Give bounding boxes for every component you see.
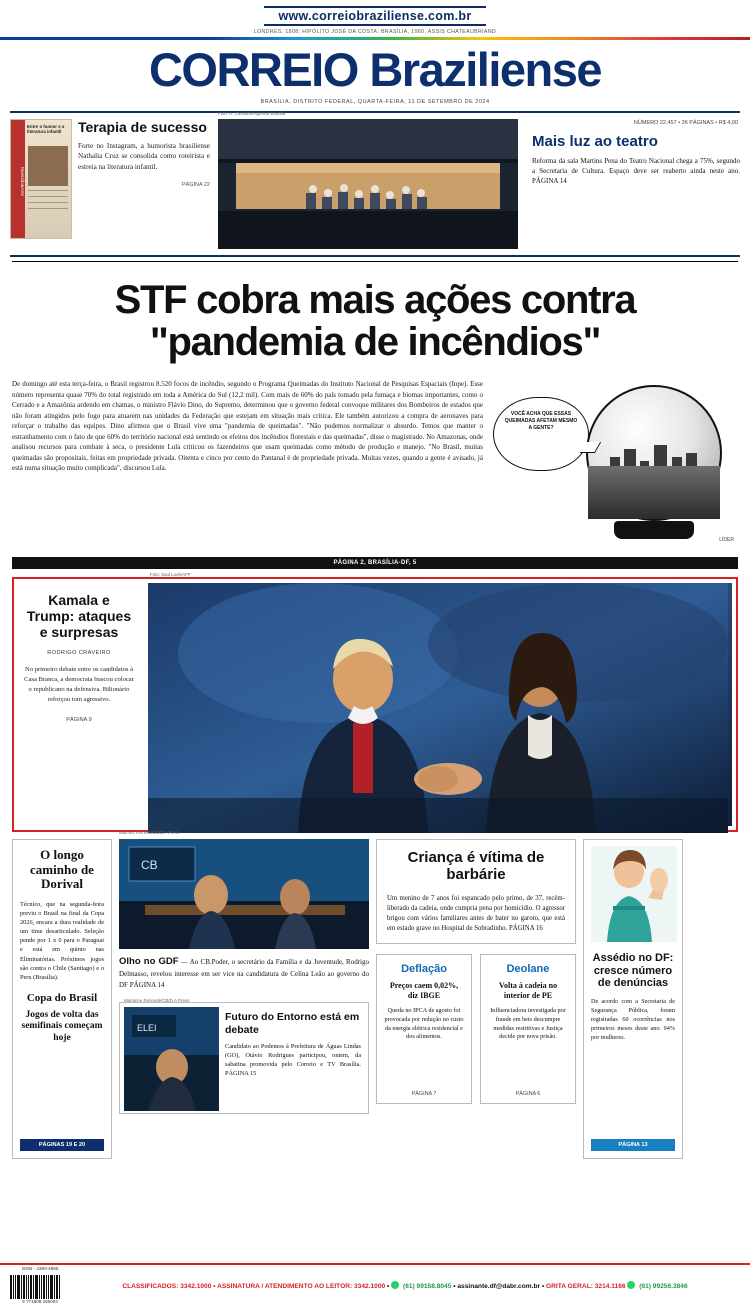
debate-photo-art bbox=[148, 583, 728, 833]
gdf-column bbox=[119, 830, 370, 1159]
promo-terapia[interactable] bbox=[10, 119, 210, 249]
barcode-number: 9 771808 266004 bbox=[22, 1299, 58, 1304]
entorno-photo-credit: Marianne Rezende/CB/D.A Press bbox=[124, 998, 190, 1004]
entorno-text: Candidato ao Podemos à Prefeitura de Águas Lindas (GO), Otávio Rodrigues participou, ontem, da sabatina promovida pelo Correio e TV Brasília. PÁGINA 15 bbox=[225, 1042, 361, 1077]
deolane-story[interactable] bbox=[480, 954, 576, 1104]
footer-grita-geral[interactable]: GRITA GERAL: 3214.1166 bbox=[546, 1282, 626, 1290]
theatre-photo bbox=[218, 111, 518, 249]
deflacao-text: Queda no IPCA de agosto foi provocada por redução no custo da energia elétrica residencial e dos alimentos. bbox=[384, 1006, 464, 1041]
promo-teatro-text: Reforma da sala Martins Pena do Teatro Nacional chega a 75%, segundo a Secretaria de Cultura. Espaço deve ser reaberto ainda neste ano. PÁGINA 14 bbox=[532, 157, 740, 186]
footer-contacts: CLASSIFICADOS: 3342.1000 • ASSINATURA / ATENDIMENTO AO LEITOR: 3342.1000 • (61) 99158.8045 • assinante.df@dabr.com.br • GRITA GERAL: 3214.1166 (61) 99256.3846 bbox=[122, 1282, 688, 1290]
main-page-reference: PÁGINA 2, BRASÍLIA-DF, 5 bbox=[12, 557, 738, 569]
crianca-headline: Criança é vítima de barbárie bbox=[407, 849, 545, 883]
promo-teatro[interactable] bbox=[526, 119, 740, 249]
assedio-text: De acordo com a Secretaria de Segurança Pública, foram registradas 60 ocorrências nos primeiros meses deste ano. 94% por mulheres. bbox=[591, 998, 675, 1042]
dorival-story[interactable] bbox=[12, 839, 112, 1159]
website-url[interactable]: www.correiobraziliense.com.br bbox=[264, 6, 485, 26]
crianca-text: Um menino de 7 anos foi espancado pelo primo, de 37, recém-liberado da cadeia, onde cumpria pena por homicídio. O agressor brigou com vários familiares antes de bater no garoto, que está em estado grave no Hospital de Sobradinho. PÁGINA 16 bbox=[387, 894, 565, 933]
thumbnail-headline: Entre o humor e a literatura infantil bbox=[27, 124, 65, 134]
deolane-page: PÁGINA 6 bbox=[515, 1090, 541, 1097]
theatre-photo-art bbox=[218, 119, 518, 249]
footer-classificados[interactable]: CLASSIFICADOS: 3342.1000 • ASSINATURA / ATENDIMENTO AO LEITOR: 3342.1000 bbox=[122, 1282, 386, 1290]
barcode-icon bbox=[10, 1271, 64, 1299]
main-body-text: De domingo até esta terça-feira, o Brasil registrou 8.520 focos de incêndio, segundo o Programa Queimadas do Instituto Nacional de Pesquisas Espaciais (Inpe). Esse número representa quase 70% do total registrado em toda a América do Sul (12,2 mil). Com mais de 60% do país tomado pela fumaça e biomas importantes, como o Cerrado e a Amazônia ardendo em chamas, o ministro Flávio Dino, do Supremo, determinou que o governo federal convoque militares dos Bombeiros de estados que não foram atingidos pelo fogo para atuarem nas unidades da Federação que estejam em situação mais crítica. Ele também autorizou a compra de aeronaves para reforçar o trabalho das equipes. Dino afirmou que o Brasil vive uma "pandemia de queimadas". "Não podemos normalizar o absurdo. Temos que manter o estranhamento com o fato de que 60% do território nacional está sentindo os efeitos dos incêndios florestais e das queimadas", disse o magistrado. No Amazonas, onde analisou recursos para combate à seca, o presidente Lula criticou os fazendeiros que usam queimadas como método de produção e manejo. "No Brasil, muitas queimadas são propositais, feitas em propriedade privada. Oitenta e cinco por cento do Pantanal é de propriedade privada. Muitas vezes, quando a gente é avisado, já está numa situação muito complicada", discursou Lula. bbox=[12, 380, 483, 473]
cartoon-speech-bubble: VOCÊ ACHA QUE ESSAS QUEIMADAS AFETAM MESMO A GENTE? bbox=[493, 397, 589, 471]
assedio-illustration bbox=[591, 846, 675, 942]
kamala-trump-photo bbox=[148, 572, 732, 826]
kamala-byline: RODRIGO CRAVEIRO bbox=[47, 650, 111, 657]
gdf-headline: Olho no GDF bbox=[119, 956, 179, 968]
entorno-headline: Futuro do Entorno está em debate bbox=[225, 1011, 360, 1036]
entorno-story[interactable] bbox=[119, 998, 369, 1114]
deflacao-dek: Preços caem 0,02%, diz IBGE bbox=[389, 980, 459, 1000]
theatre-photo-credit: Foto: H. Carvalho/Agência Brasília bbox=[218, 111, 286, 116]
deflacao-kicker: Deflação bbox=[401, 962, 447, 975]
woman-stop-hand-icon bbox=[591, 846, 677, 942]
deolane-kicker: Deolane bbox=[506, 962, 550, 975]
gdf-photo bbox=[119, 830, 369, 949]
dorival-headline: O longo caminho de Dorival bbox=[30, 847, 94, 892]
promo-terapia-title: Terapia de sucesso bbox=[78, 119, 207, 135]
section-kicker: Diversão&Arte bbox=[11, 120, 25, 238]
footer-whatsapp-2[interactable]: (61) 99256.3846 bbox=[639, 1282, 688, 1290]
copa-do-brasil-kicker: Copa do Brasil bbox=[26, 991, 98, 1004]
deolane-dek: Volta à cadeia no interior de PE bbox=[498, 980, 558, 1000]
deolane-text: Influenciadora investigada por fraude em bets descumpre medidas restritivas e Justiça decide por nova prisão. bbox=[490, 1006, 566, 1041]
thumbnail-photo bbox=[28, 146, 68, 186]
assedio-story[interactable] bbox=[583, 839, 683, 1159]
kamala-photo-credit: Foto: Saul Loeb/AFP bbox=[150, 572, 191, 578]
whatsapp-icon-2 bbox=[627, 1283, 637, 1290]
kamala-story-box[interactable] bbox=[12, 572, 738, 832]
deflacao-page: PÁGINA 7 bbox=[411, 1090, 437, 1097]
footer-bar bbox=[0, 1263, 750, 1305]
founders-line: LONDRES, 1808; HIPÓLITO JOSÉ DA COSTA; BRASÍLIA, 1960, ASSIS CHATEAUBRIAND bbox=[253, 29, 497, 35]
main-headline: STF cobra mais ações contra "pandemia de incêndios" bbox=[114, 278, 636, 364]
dateline: BRASÍLIA, DISTRITO FEDERAL, QUARTA-FEIRA, 11 DE SETEMBRO DE 2024 bbox=[260, 99, 490, 105]
editorial-cartoon bbox=[493, 379, 738, 549]
footer-whatsapp-1[interactable]: (61) 99158.8045 bbox=[403, 1282, 452, 1290]
svg-text:CB: CB bbox=[141, 858, 158, 873]
gdf-lead bbox=[119, 955, 369, 990]
kamala-text: No primeiro debate entre os candidatos à Casa Branca, a democrata buscou colocar o republicano na defensiva. Bilionário reforçou tom agressivo. bbox=[24, 666, 134, 703]
deflacao-story[interactable] bbox=[376, 954, 472, 1104]
top-promo-strip bbox=[10, 111, 740, 249]
edition-info: NÚMERO 22.457 • 36 PÁGINAS • R$ 4,00 bbox=[633, 120, 738, 126]
crianca-column bbox=[376, 839, 576, 1159]
gdf-photo-credit: Marcelo Ferreira/CB/D.A Press bbox=[119, 830, 180, 836]
kamala-page: PÁGINA 9 bbox=[66, 716, 92, 723]
promo-terapia-page: PÁGINA 22 bbox=[181, 182, 210, 189]
masthead bbox=[0, 40, 750, 96]
promo-teatro-title: Mais luz ao teatro bbox=[532, 133, 658, 150]
assedio-headline: Assédio no DF: cresce número de denúncias bbox=[592, 952, 674, 990]
footer-email[interactable]: assinante.df@dabr.com.br bbox=[457, 1282, 541, 1290]
svg-text:ELEI: ELEI bbox=[137, 1023, 157, 1034]
promo-terapia-text: Forte no Instagram, a humorista brasiliense Nathalia Cruz se consolida como roteirista e estreia na literatura infantil. bbox=[78, 142, 210, 171]
divider-promo-bottom bbox=[10, 255, 740, 257]
gdf-photo-art bbox=[119, 839, 369, 949]
gdf-text: — Ao CB.Poder, o secretário da Família e da Juventude, Rodrigo Delmasso, revelou interesse em ser vice na candidatura de Celina Leão ao governo do DF PÁGINA 14 bbox=[119, 958, 370, 989]
entorno-photo bbox=[124, 998, 219, 1109]
divider-top bbox=[10, 111, 740, 113]
cartoonist-signature: LÍDER bbox=[719, 537, 734, 544]
website-url-band bbox=[0, 0, 750, 26]
globe-base bbox=[614, 521, 694, 539]
entorno-photo-art bbox=[124, 1007, 219, 1111]
section-cover-thumbnail bbox=[10, 119, 72, 239]
isbn-text: ISSN - 4380-4885 bbox=[21, 1266, 59, 1271]
lower-grid bbox=[12, 830, 738, 1159]
kamala-headline: Kamala e Trump: ataques e surpresas bbox=[26, 592, 132, 640]
snow-globe-icon bbox=[580, 385, 730, 535]
crianca-story[interactable] bbox=[376, 839, 576, 943]
dorival-page-tag: PÁGINAS 19 E 20 bbox=[20, 1139, 104, 1151]
whatsapp-icon bbox=[391, 1283, 401, 1290]
assedio-page-tag: PÁGINA 13 bbox=[591, 1139, 675, 1151]
newspaper-title: CORREIO Braziliense bbox=[148, 43, 602, 96]
barcode-block bbox=[10, 1266, 70, 1304]
dorival-text: Técnico, que na segunda-feira previu o Brasil na final da Copa 2026, encara a dura realidade de um time desarticulado. Seleção pende por 1 x 0 para o Paraguai e está em quinto nas Eliminatórias. Próximos jogos são contra o Chile (Santiago) e o Peru (Brasília). bbox=[20, 900, 104, 981]
main-story bbox=[12, 261, 738, 569]
copa-do-brasil-headline: Jogos de volta das semifinais começam hoje bbox=[21, 1009, 103, 1043]
